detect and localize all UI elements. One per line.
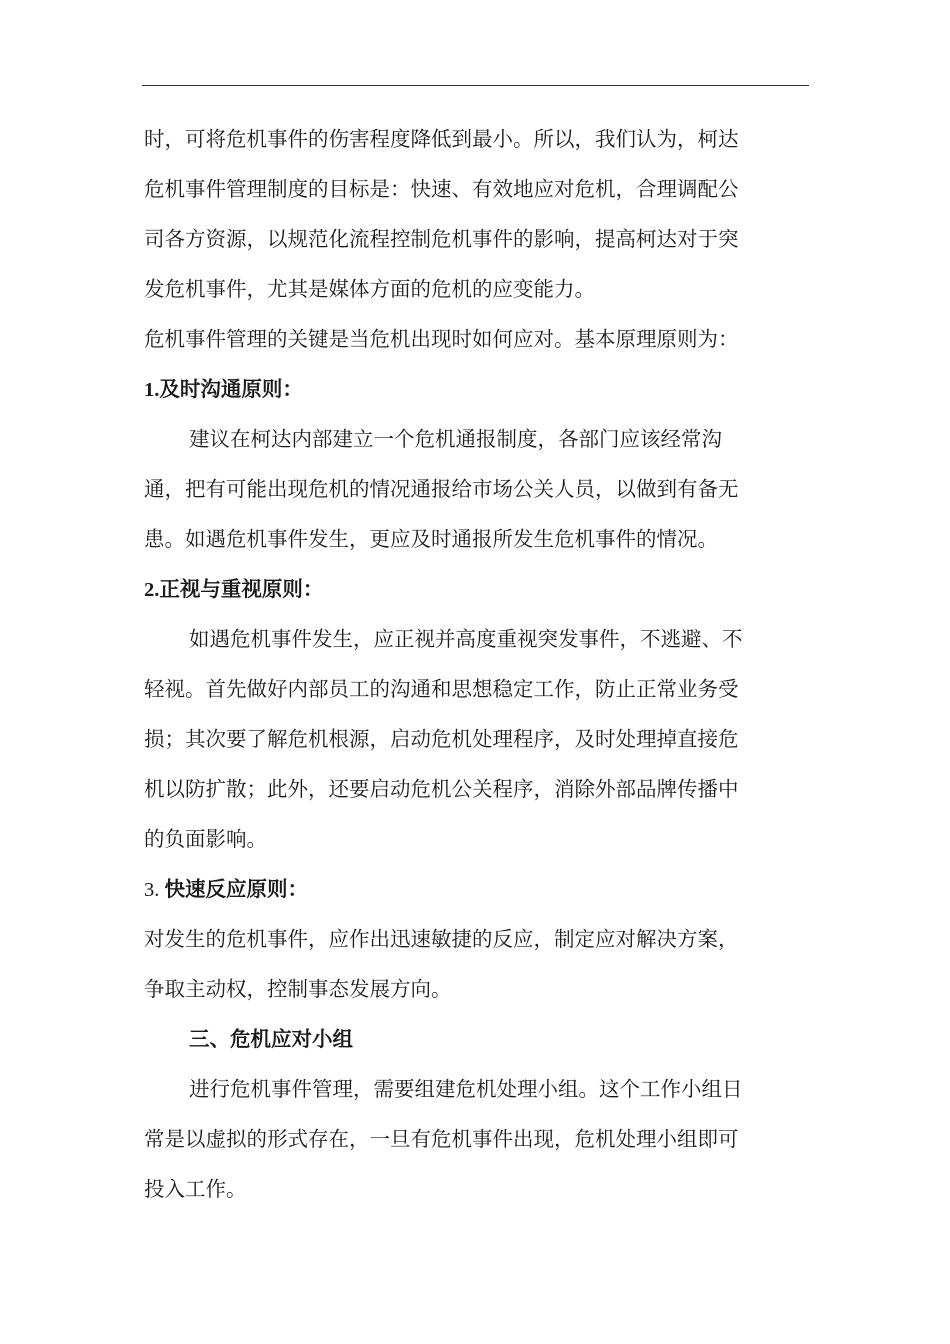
paragraph-line: 患。如遇危机事件发生，更应及时通报所发生危机事件的情况。 [144, 527, 718, 551]
heading-number: 2. [144, 579, 160, 601]
heading-fast-response [144, 864, 794, 914]
document-body [144, 114, 794, 1214]
paragraph-line: 危机事件管理制度的目标是：快速、有效地应对危机，合理调配公 [144, 177, 739, 201]
paragraph-line: 进行危机事件管理，需要组建危机处理小组。这个工作小组日 [189, 1077, 743, 1101]
paragraph-line: 投入工作。 [144, 1177, 247, 1201]
heading-text: 及时沟通原则： [159, 377, 303, 401]
paragraph-line: 司各方资源，以规范化流程控制危机事件的影响，提高柯达对于突 [144, 227, 739, 251]
heading-face-and-value [144, 564, 794, 614]
header-rule [142, 85, 809, 86]
paragraph-line: 轻视。首先做好内部员工的沟通和思想稳定工作，防止正常业务受 [144, 677, 739, 701]
heading-text: 快速反应原则： [164, 877, 308, 901]
paragraph-line: 争取主动权，控制事态发展方向。 [144, 977, 452, 1001]
paragraph-line: 机以防扩散；此外，还要启动危机公关程序，消除外部品牌传播中 [144, 777, 739, 801]
paragraph-line: 损；其次要了解危机根源，启动危机处理程序，及时处理掉直接危 [144, 727, 739, 751]
heading-number: 3. [144, 879, 165, 901]
paragraph-line: 时，可将危机事件的伤害程度降低到最小。所以，我们认为，柯达 [144, 127, 739, 151]
paragraph-line: 建议在柯达内部建立一个危机通报制度，各部门应该经常沟 [189, 427, 722, 451]
paragraph-line: 的负面影响。 [144, 827, 267, 851]
paragraph-line: 发危机事件，尤其是媒体方面的危机的应变能力。 [144, 277, 595, 301]
heading-number: 1. [144, 379, 160, 401]
paragraph-line: 常是以虚拟的形式存在，一旦有危机事件出现，危机处理小组即可 [144, 1127, 739, 1151]
heading-timely-communication [144, 364, 794, 414]
heading-text: 正视与重视原则： [159, 577, 324, 601]
paragraph-line: 如遇危机事件发生，应正视并高度重视突发事件，不逃避、不 [189, 627, 743, 651]
section-heading: 三、危机应对小组 [189, 1027, 353, 1051]
paragraph-line: 危机事件管理的关键是当危机出现时如何应对。基本原理原则为： [144, 327, 739, 351]
paragraph-line: 对发生的危机事件，应作出迅速敏捷的反应，制定应对解决方案， [144, 927, 739, 951]
paragraph-line: 通，把有可能出现危机的情况通报给市场公关人员，以做到有备无 [144, 477, 739, 501]
